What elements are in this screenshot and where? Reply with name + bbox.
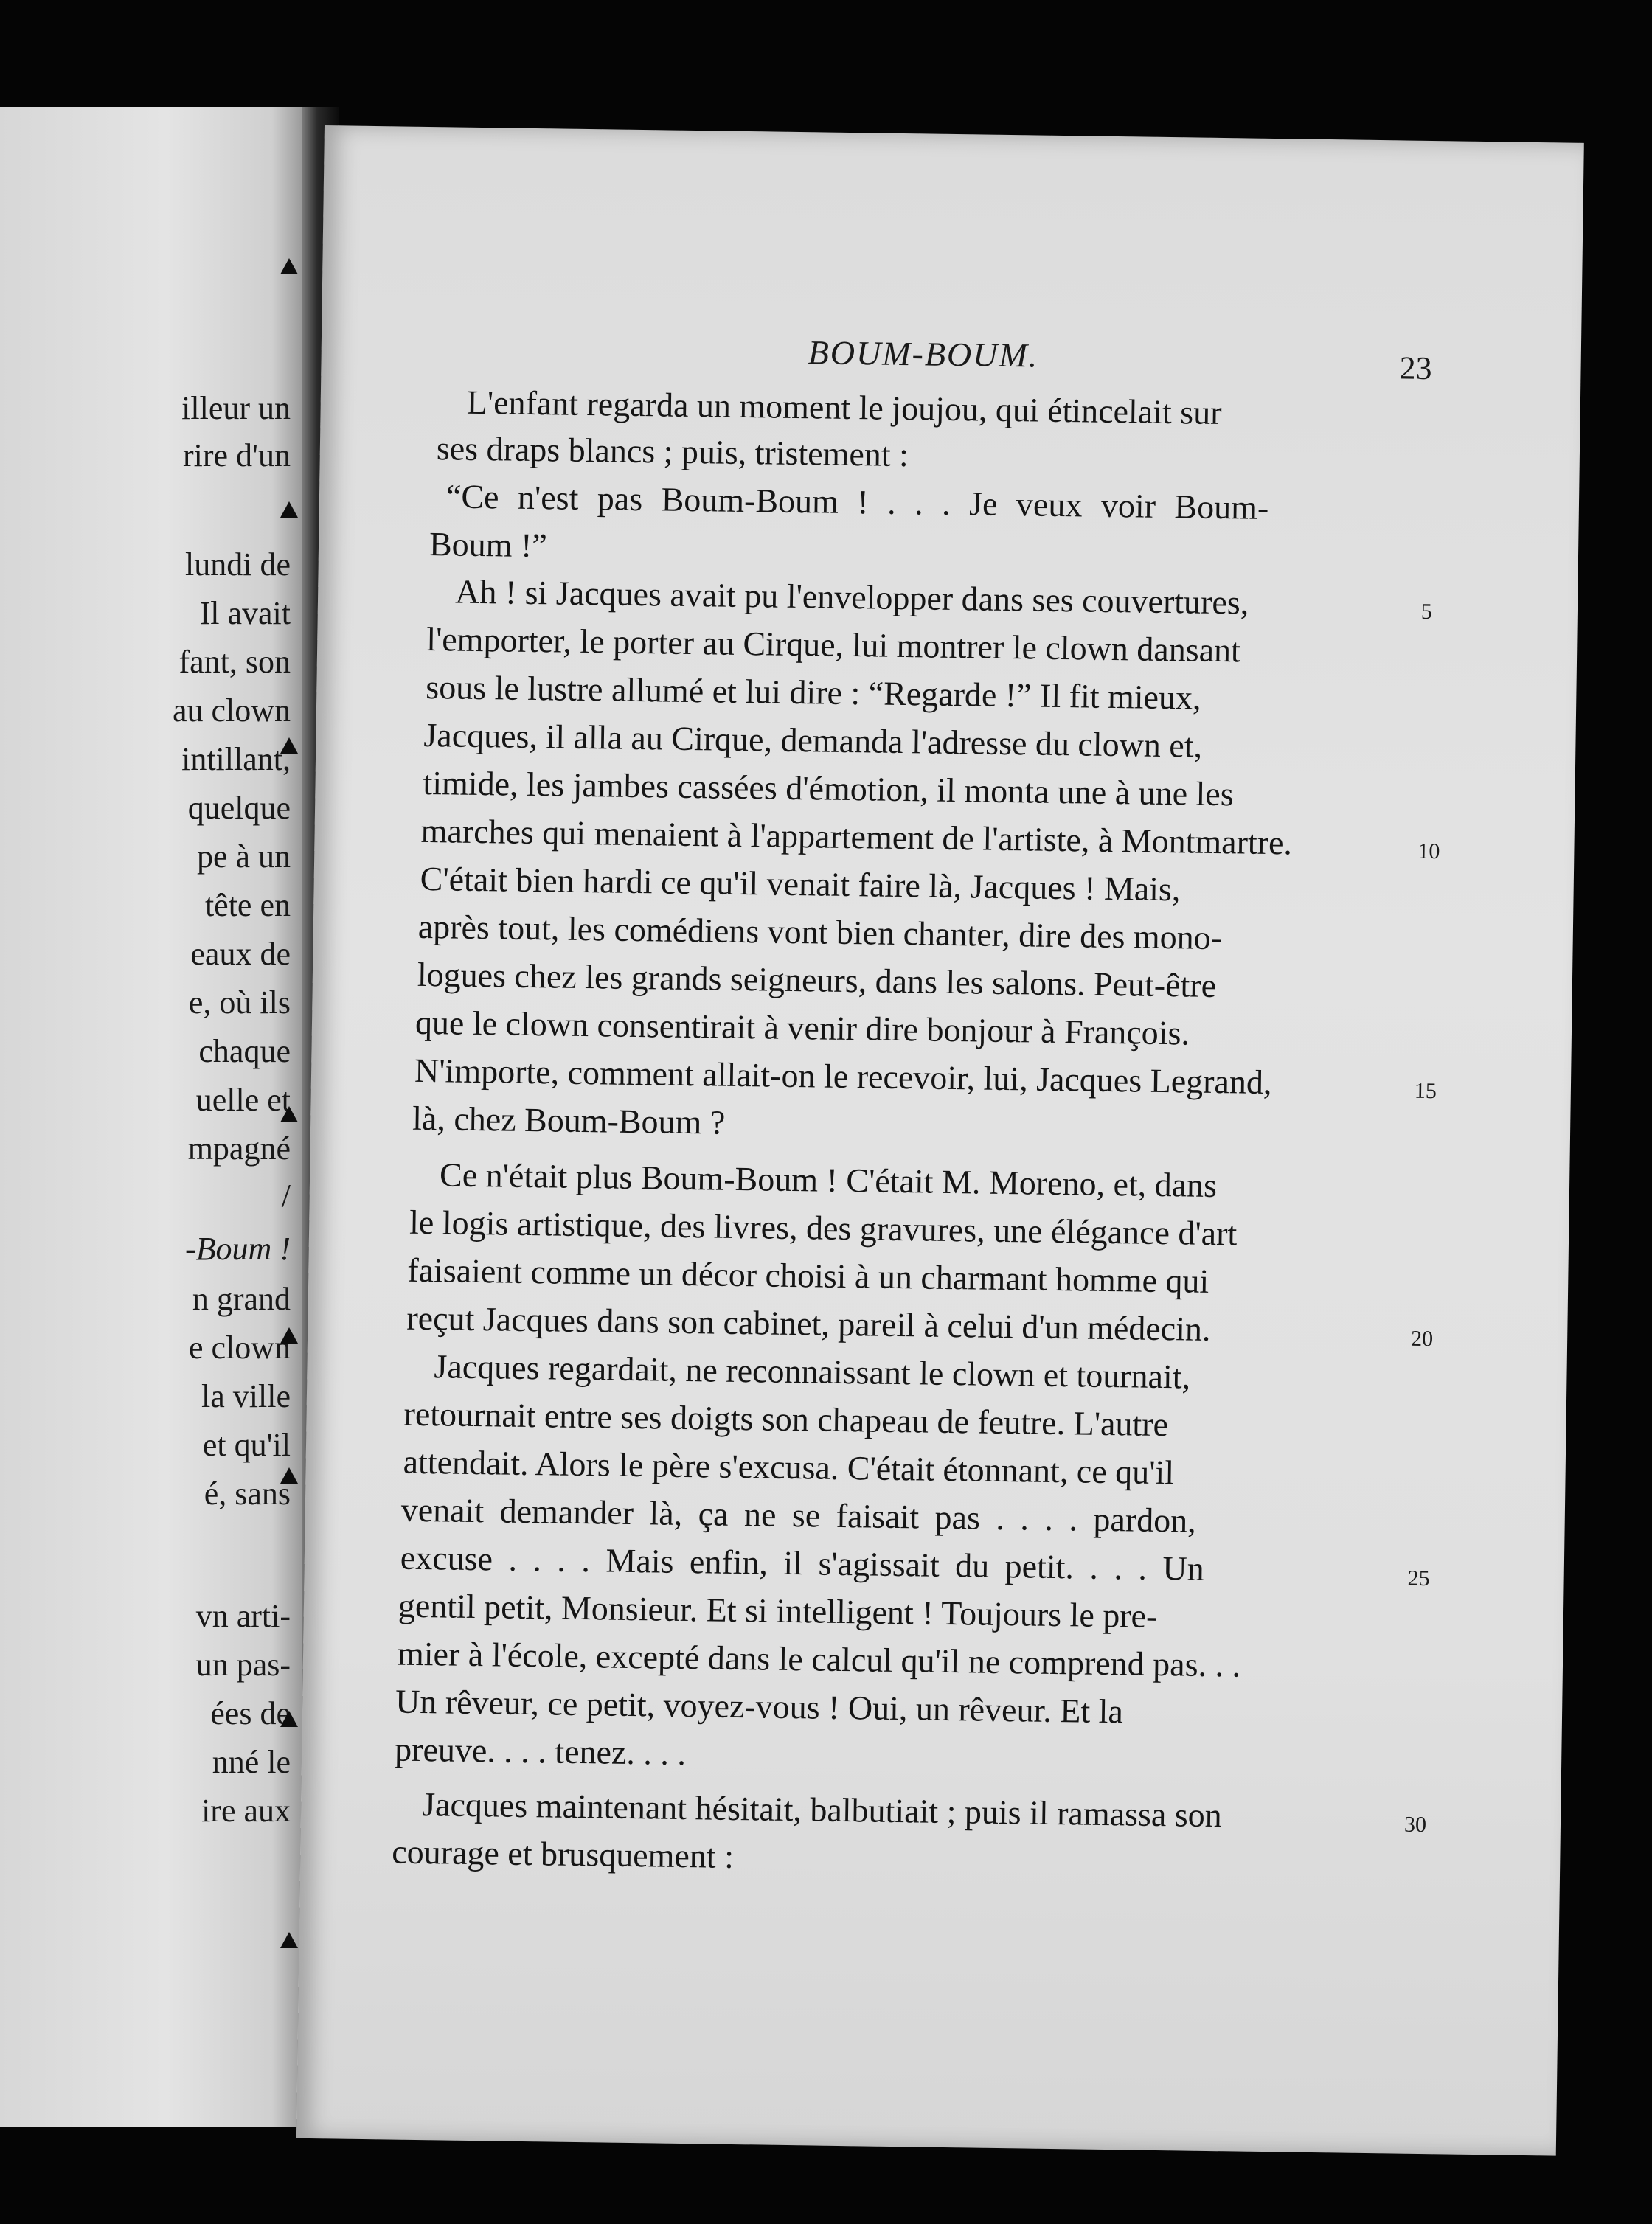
left-page-fragment: lundi de (185, 546, 291, 583)
left-page (0, 107, 302, 2127)
binding-thread-mark (280, 1711, 298, 1727)
binding-thread-mark (280, 737, 298, 754)
left-page-fragment: eaux de (190, 936, 291, 972)
left-page-fragment: / (281, 1178, 291, 1214)
text-line: Boum !” (428, 525, 548, 565)
text-line: Ah ! si Jacques avait pu l'envelopper dans ses couvertures, (454, 572, 1249, 622)
left-page-fragment: illeur un (181, 390, 291, 426)
left-page-fragment: vn arti- (195, 1598, 291, 1634)
text-line: mier à l'école, excepté dans le calcul qu'il ne comprend pas. . . (397, 1634, 1241, 1684)
left-page-fragment: rire d'un (183, 437, 291, 473)
left-page-fragment: -Boum ! (185, 1231, 291, 1267)
text-line: marches qui menaient à l'appartement de l'artiste, à Montmartre. (420, 811, 1293, 862)
left-page-fragment: intillant, (181, 741, 291, 777)
left-page-fragment: chaque (198, 1033, 291, 1069)
text-line: retournait entre ses doigts son chapeau de feutre. L'autre (403, 1394, 1169, 1444)
left-page-fragment: pe à un (196, 838, 291, 875)
binding-thread-mark (280, 1467, 298, 1484)
text-line: sous le lustre allumé et lui dire : “Regarde !” Il fit mieux, (426, 667, 1201, 717)
text-line: excuse . . . . Mais enfin, il s'agissait du petit. . . . Un (400, 1538, 1205, 1588)
text-line: C'était bien hardi ce qu'il venait faire là, Jacques ! Mais, (420, 859, 1181, 908)
binding-thread-mark (280, 1106, 298, 1122)
right-page (296, 125, 1584, 2156)
left-page-fragment: fant, son (178, 644, 291, 680)
left-page-fragment: Il avait (199, 595, 291, 631)
line-number: 5 (1420, 599, 1433, 625)
text-line: après tout, les comédiens vont bien chanter, dire des mono- (417, 907, 1223, 957)
left-page-fragment: e clown (188, 1330, 291, 1366)
text-line: preuve. . . . tenez. . . . (394, 1730, 687, 1773)
binding-thread-mark (280, 1932, 298, 1948)
text-line: attendait. Alors le père s'excusa. C'était étonnant, ce qu'il (403, 1442, 1175, 1492)
text-line: Un rêveur, ce petit, voyez-vous ! Oui, un rêveur. Et la (395, 1682, 1124, 1731)
left-page-fragment: é, sans (204, 1476, 291, 1512)
left-page-fragment: et qu'il (202, 1427, 291, 1463)
text-line: Ce n'était plus Boum-Boum ! C'était M. Moreno, et, dans (439, 1156, 1218, 1205)
left-page-fragment: e, où ils (188, 984, 291, 1021)
left-page-fragment: n grand (192, 1281, 291, 1317)
binding-thread-mark (280, 501, 298, 518)
line-number: 25 (1407, 1566, 1430, 1591)
running-head: BOUM-BOUM. (808, 333, 1039, 375)
text-line: faisaient comme un décor choisi à un charmant homme qui (406, 1251, 1210, 1300)
left-page-fragment: uelle et (195, 1082, 291, 1118)
text-line: logues chez les grands seigneurs, dans les salons. Peut-être (417, 955, 1217, 1004)
left-page-fragment: la ville (201, 1378, 291, 1414)
text-line: “Ce n'est pas Boum-Boum ! . . . Je veux voir Boum- (445, 477, 1269, 527)
left-page-fragment: au clown (172, 692, 291, 729)
text-line: Jacques maintenant hésitait, balbutiait ; puis il ramassa son (421, 1785, 1223, 1835)
left-page-fragment: un pas- (195, 1647, 291, 1683)
text-line: Jacques regardait, ne reconnaissant le clown et tournait, (434, 1347, 1191, 1396)
text-line: Jacques, il alla au Cirque, demanda l'adresse du clown et, (423, 715, 1203, 765)
binding-thread-mark (280, 258, 298, 274)
text-line: le logis artistique, des livres, des gravures, une élégance d'art (409, 1203, 1238, 1253)
text-line: reçut Jacques dans son cabinet, pareil à celui d'un médecin. (406, 1299, 1211, 1348)
line-number: 10 (1417, 838, 1440, 864)
left-page-fragment: nné le (212, 1744, 291, 1780)
left-page-fragment: ées de (210, 1695, 291, 1731)
line-number: 30 (1403, 1812, 1427, 1838)
text-line: timide, les jambes cassées d'émotion, il monta une à une les (423, 763, 1235, 813)
text-line: l'emporter, le porter au Cirque, lui montrer le clown dansant (426, 620, 1241, 670)
text-line: ses draps blancs ; puis, tristement : (436, 429, 909, 474)
line-number: 20 (1410, 1326, 1434, 1352)
line-number: 15 (1414, 1078, 1437, 1104)
text-line: N'importe, comment allait-on le recevoir, lui, Jacques Legrand, (414, 1051, 1272, 1102)
page-number: 23 (1399, 350, 1432, 386)
left-page-fragment: tête en (204, 887, 291, 923)
text-line: venait demander là, ça ne se faisait pas . . . . pardon, (400, 1490, 1197, 1540)
text-line: que le clown consentirait à venir dire bonjour à François. (414, 1003, 1190, 1052)
left-page-fragment: ire aux (201, 1793, 291, 1829)
binding-thread-mark (280, 1327, 298, 1344)
text-line: là, chez Boum-Boum ? (412, 1099, 726, 1141)
text-line: courage et brusquement : (391, 1832, 735, 1875)
text-line: gentil petit, Monsieur. Et si intelligent ! Toujours le pre- (398, 1586, 1158, 1635)
text-line: L'enfant regarda un moment le joujou, qui étincelait sur (466, 383, 1222, 432)
left-page-fragment: quelque (187, 790, 291, 826)
left-page-fragment: mpagné (187, 1130, 291, 1167)
